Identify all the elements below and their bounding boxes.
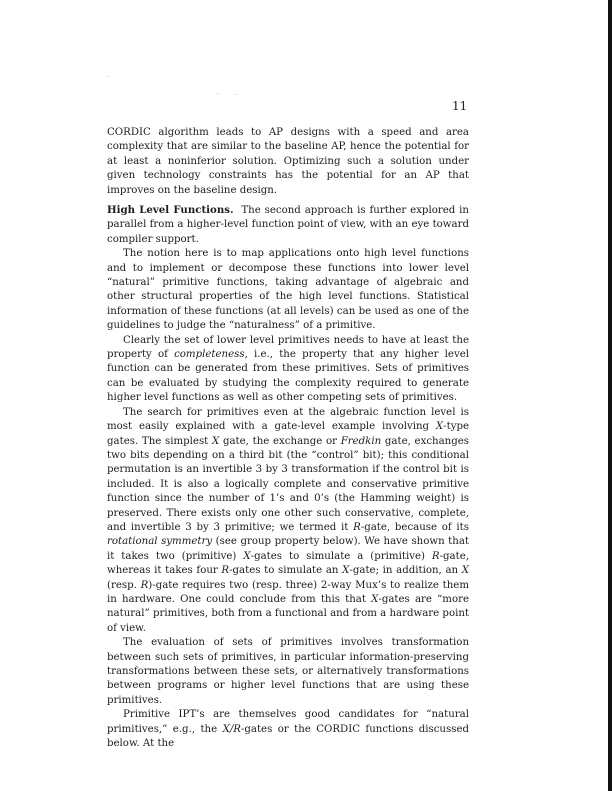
math-x-r: X/R bbox=[222, 723, 241, 735]
text-run: -gates or the CORDIC functions discussed below. At the bbox=[107, 723, 469, 750]
section-lead-paragraph bbox=[107, 203, 469, 247]
text-run: The search for primitives even at the algebraic function level is most easily explained with a gate-level example involving bbox=[107, 406, 469, 433]
text-run: )-gate requires two (resp. three) 2-way Mux’s to realize them in hardware. One could conclude from this that bbox=[107, 579, 469, 605]
math-r: R bbox=[221, 565, 230, 577]
evaluation-paragraph: The evaluation of sets of primitives involves transformation between such sets of primitives, in particular information-preserving transformations between these sets, or alternatively transformations between programs or higher level functions that are using these primitives. bbox=[107, 637, 469, 706]
scan-speck bbox=[236, 94, 237, 95]
math-r: R bbox=[353, 521, 361, 533]
math-x: X bbox=[435, 421, 444, 433]
math-x: X bbox=[243, 550, 251, 562]
text-run: (resp. bbox=[107, 579, 141, 591]
math-x: X bbox=[371, 593, 379, 605]
text-run: , i.e., the property that any higher level function can be generated from these primitives. Sets of primitives can be evaluated by studying the complexity required to generate higher level functions as well as other competing sets of primitives. bbox=[107, 349, 469, 404]
text-run: Clearly the set of lower level primitives needs to have at least the property of bbox=[107, 334, 469, 361]
emphasis-rotational-symmetry: rotational symmetry bbox=[107, 536, 213, 548]
scan-edge bbox=[608, 0, 612, 791]
search-paragraph bbox=[107, 406, 469, 637]
section-heading: High Level Functions. bbox=[107, 204, 234, 216]
math-r: R bbox=[431, 550, 440, 562]
math-x: X bbox=[461, 565, 469, 577]
intro-block bbox=[107, 126, 469, 198]
text-run: -gates to simulate a (primitive) bbox=[250, 550, 432, 562]
ipt-paragraph bbox=[107, 708, 469, 751]
text-run: -gate, because of its bbox=[360, 521, 469, 533]
section-block bbox=[107, 203, 469, 751]
text-run: (see group property below). We have shown that it takes two (primitive) bbox=[107, 536, 470, 562]
text-run: -gate, whereas it takes four bbox=[107, 550, 469, 577]
completeness-paragraph bbox=[107, 334, 469, 406]
intro-paragraph: CORDIC algorithm leads to AP designs with a speed and area complexity that are similar to the baseline AP, hence the potential for at least a noninferior solution. Optimizing such a solution under given technology constraints has the potential for an AP that improves on the baseline design. bbox=[107, 127, 469, 196]
math-r: R bbox=[140, 579, 149, 591]
page-number: 11 bbox=[452, 99, 468, 113]
text-run: -type gates. The simplest bbox=[107, 421, 469, 447]
emphasis-completeness: completeness bbox=[174, 349, 245, 361]
math-x: X bbox=[211, 435, 220, 447]
text-run: Primitive IPT’s are themselves good candidates for “natural primitives,” e.g., the bbox=[107, 709, 469, 735]
emphasis-fredkin: Fredkin bbox=[340, 435, 382, 447]
text-run: gate, exchanges two bits depending on a third bit (the “control” bit); this conditional permutation is an invertible 3 by 3 transformation if the control bit is included. It is also a logically complete and conservative primitive function since the number of 1’s and 0’s (the Hamming weight) is preserved. There exists only one other such conservative, complete, and invertible 3 by 3 primitive; we termed it bbox=[107, 435, 470, 533]
math-x: X bbox=[342, 565, 350, 577]
text-run: -gates are “more natural” primitives, both from a functional and from a hardware point of view. bbox=[107, 593, 469, 634]
text-run: gate, the exchange or bbox=[219, 435, 341, 447]
text-run: -gates to simulate an bbox=[229, 565, 343, 577]
notion-paragraph: The notion here is to map applications onto high level functions and to implement or decompose these functions into lower level “natural” primitive functions, taking advantage of algebraic and other structural properties of the high level functions. Statistical information of these functions (at all levels) can be used as one of the guidelines to judge the “naturalness” of a primitive. bbox=[107, 248, 469, 332]
scan-speck bbox=[108, 76, 109, 77]
text-run: -gate; in addition, an bbox=[349, 565, 462, 577]
section-lead-text: The second approach is further explored in parallel from a higher-level function point of view, with an eye toward compiler support. bbox=[107, 205, 469, 245]
scan-speck bbox=[217, 93, 218, 94]
